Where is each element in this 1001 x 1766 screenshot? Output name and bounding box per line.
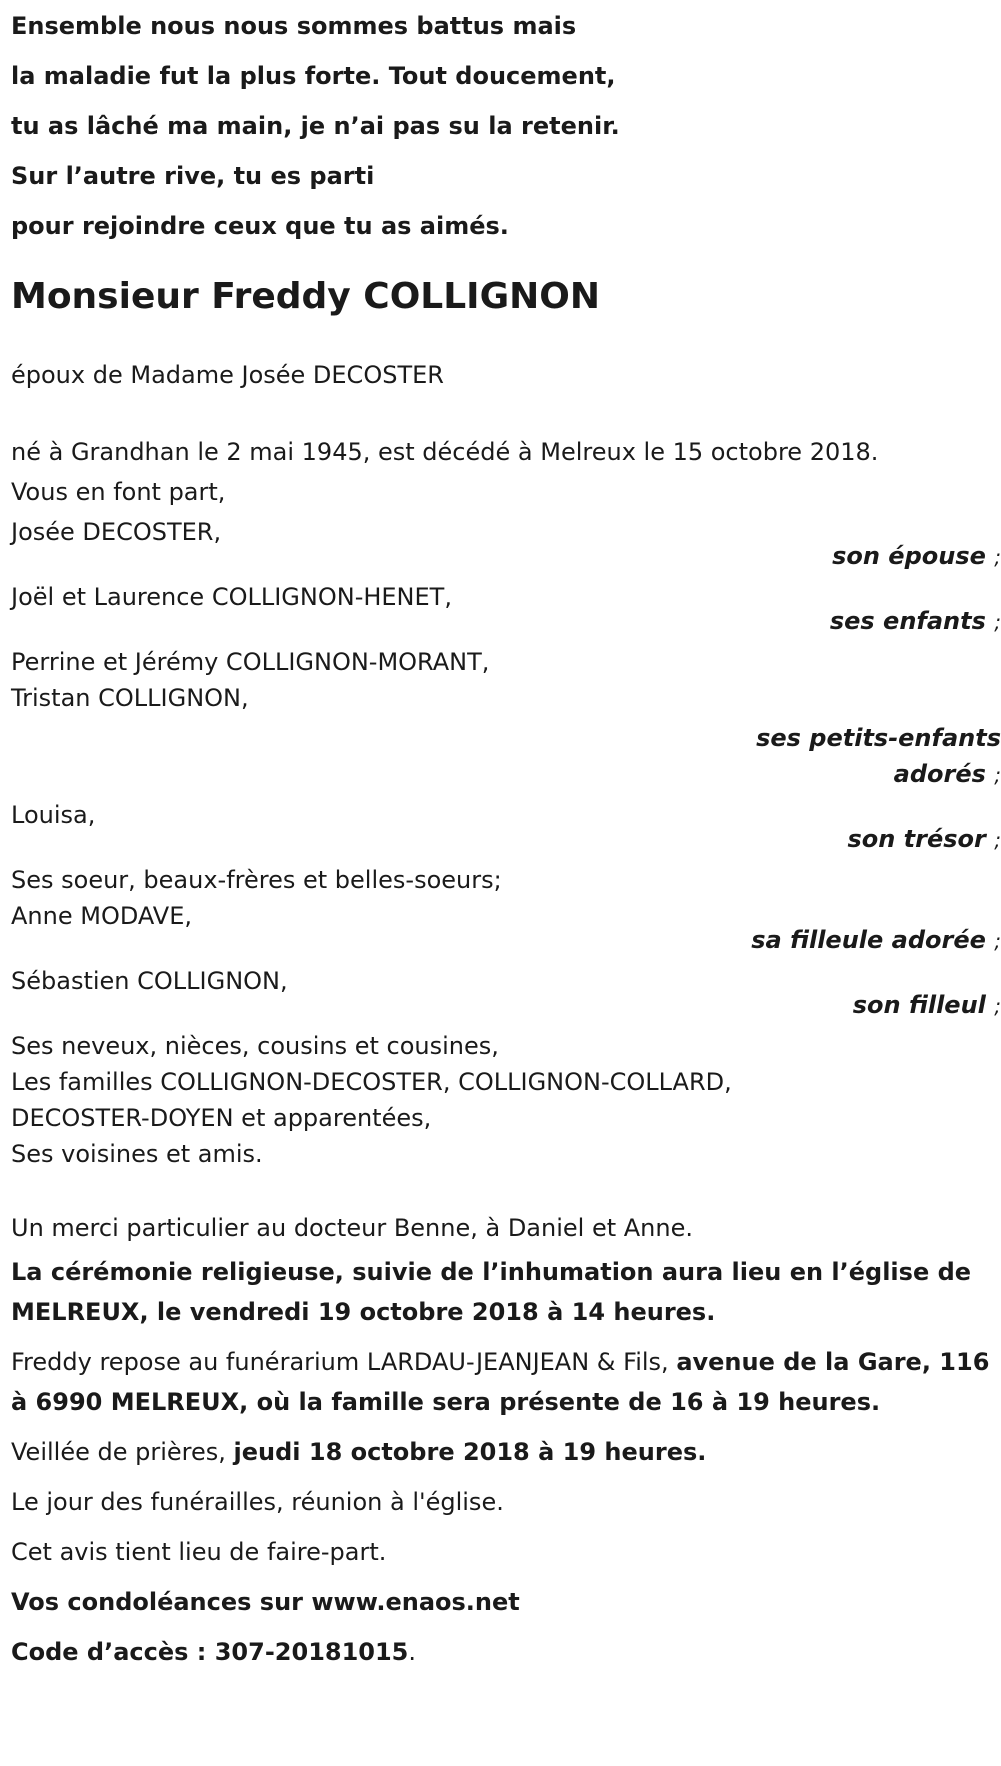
family-names: Anne MODAVE, [11, 902, 192, 930]
role-label: son épouse [832, 542, 986, 570]
meeting-line: Le jour des funérailles, réunion à l'église. [11, 1488, 504, 1516]
obituary-content [11, 0, 1001, 1672]
vigil-date: jeudi 18 octobre 2018 à 19 heures. [233, 1438, 707, 1466]
funeral-home-address: avenue de la Gare, 116 à 6990 MELREUX, où la famille sera présente de 16 à 19 heures. [11, 1348, 990, 1416]
family-role [11, 754, 1001, 795]
role-separator: ; [994, 994, 1001, 1018]
family-role [11, 718, 1001, 758]
role-label: ses petits-enfants [756, 724, 1001, 752]
family-names: Joël et Laurence COLLIGNON-HENET, [11, 583, 452, 611]
role-label: son filleul [852, 991, 986, 1019]
role-label: ses enfants [829, 607, 986, 635]
relatives-line: DECOSTER-DOYEN et apparentées, [11, 1104, 432, 1132]
thanks-line: Un merci particulier au docteur Benne, à Daniel et Anne. [11, 1214, 693, 1242]
family-entry [11, 795, 1001, 860]
poem-line: la maladie fut la plus forte. Tout doucement, [11, 62, 616, 90]
family-names: Ses soeur, beaux-frères et belles-soeurs; [11, 866, 502, 894]
family-entry [11, 577, 1001, 642]
access-code: Code d’accès : 307-20181015 [11, 1638, 409, 1666]
funeral-home-info [11, 1342, 991, 1422]
role-label: son trésor [847, 825, 986, 853]
relatives-line: Ses neveux, nièces, cousins et cousines, [11, 1032, 499, 1060]
vigil-text: Veillée de prières, [11, 1438, 234, 1466]
access-code-end: . [408, 1638, 417, 1666]
poem [11, 0, 991, 251]
deceased-name: Monsieur Freddy COLLIGNON [11, 276, 600, 317]
role-separator: ; [994, 763, 1001, 787]
family-entry [11, 642, 1001, 795]
family-names: Sébastien COLLIGNON, [11, 967, 288, 995]
relatives-line: Ses voisines et amis. [11, 1140, 263, 1168]
role-separator: ; [994, 610, 1001, 634]
family-names: Josée DECOSTER, [11, 518, 222, 546]
notify-line: Vous en font part, [11, 478, 226, 506]
access-code-line [11, 1632, 991, 1672]
funeral-home-text: Freddy repose au funérarium LARDAU-JEANJEAN & Fils, [11, 1348, 677, 1376]
relatives-line: Les familles COLLIGNON-DECOSTER, COLLIGNON-COLLARD, [11, 1068, 732, 1096]
condolences-line: Vos condoléances sur www.enaos.net [11, 1588, 520, 1616]
role-separator: ; [994, 929, 1001, 953]
family-names: Louisa, [11, 801, 96, 829]
spouse-line: époux de Madame Josée DECOSTER [11, 361, 444, 389]
role-label: adorés [893, 760, 986, 788]
role-separator: ; [994, 828, 1001, 852]
ceremony-info: La cérémonie religieuse, suivie de l’inhumation aura lieu en l’église de MELREUX, le vendredi 19 octobre 2018 à 14 heures. [11, 1258, 972, 1326]
family-role [11, 819, 1001, 860]
other-relatives [11, 1026, 991, 1174]
poem-line: pour rejoindre ceux que tu as aimés. [11, 212, 509, 240]
notice-line: Cet avis tient lieu de faire-part. [11, 1538, 387, 1566]
family-names: Perrine et Jérémy COLLIGNON-MORANT, [11, 648, 490, 676]
birth-death-line: né à Grandhan le 2 mai 1945, est décédé à Melreux le 15 octobre 2018. [11, 438, 879, 466]
family-entry [11, 961, 1001, 1026]
family-names: Tristan COLLIGNON, [11, 684, 249, 712]
poem-line: Ensemble nous nous sommes battus mais [11, 12, 577, 40]
vigil-info [11, 1432, 991, 1472]
family-entry [11, 512, 1001, 577]
poem-line: Sur l’autre rive, tu es parti [11, 162, 375, 190]
role-separator: ; [994, 545, 1001, 569]
role-label: sa filleule adorée [751, 926, 986, 954]
family-entry [11, 860, 1001, 961]
poem-line: tu as lâché ma main, je n’ai pas su la retenir. [11, 112, 620, 140]
